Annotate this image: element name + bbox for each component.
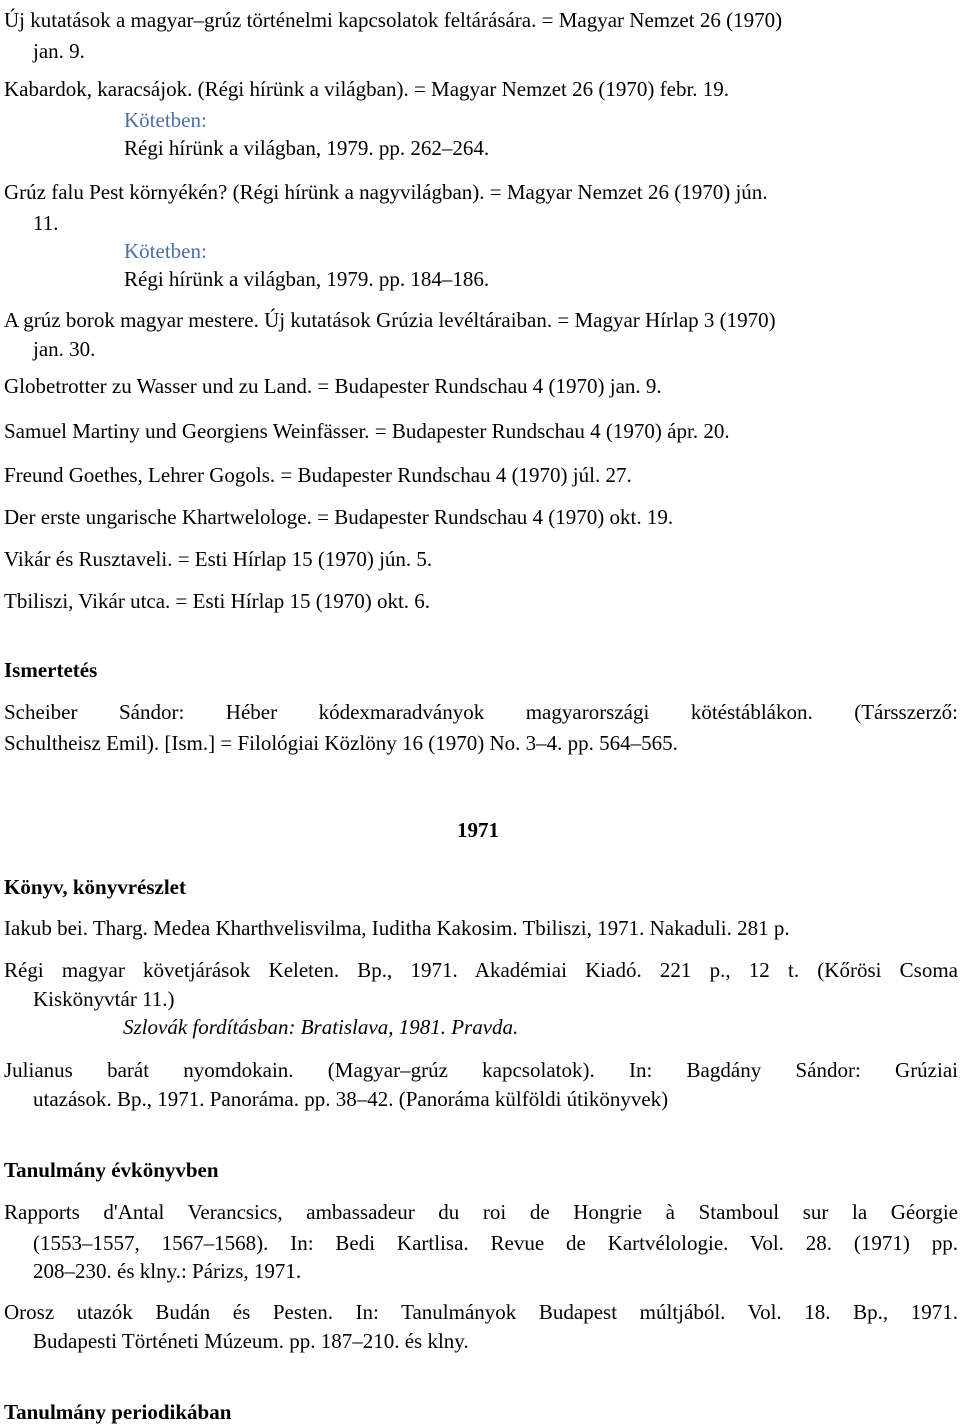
entry-line: Iakub bei. Tharg. Medea Kharthvelisvilma, Iuditha Kakosim. Tbiliszi, 1971. Nakaduli. 281 p. (4, 916, 790, 940)
section-heading: Tanulmány periodikában (4, 1400, 232, 1424)
section-heading: Ismertetés (4, 658, 98, 682)
entry-line: Der erste ungarische Khartwelologe. = Budapester Rundschau 4 (1970) okt. 19. (4, 505, 674, 529)
entry-line-justified (4, 1297, 958, 1328)
entry-line: Új kutatások a magyar–grúz történelmi kapcsolatok feltárására. = Magyar Nemzet 26 (1970) (4, 8, 783, 32)
entry-text: (1553–1557, 1567–1568). In: Bedi Kartlisa. Revue de Kartvélologie. Vol. 28. (1971) pp. (33, 1231, 958, 1255)
entry-text: Orosz utazók Budán és Pesten. In: Tanulmányok Budapest múltjából. Vol. 18. Bp., 1971. (4, 1300, 958, 1324)
entry-continuation: 11. (33, 211, 59, 235)
kotetben-value: Régi hírünk a világban, 1979. pp. 262–264. (124, 136, 490, 160)
entry-line: Freund Goethes, Lehrer Gogols. = Budapester Rundschau 4 (1970) júl. 27. (4, 463, 632, 487)
entry-text: Régi magyar követjárások Keleten. Bp., 1971. Akadémiai Kiadó. 221 p., 12 t. (Kőrösi Csoma (4, 958, 958, 982)
entry-continuation: 208–230. és klny.: Párizs, 1971. (33, 1259, 302, 1283)
entry-line-justified (4, 1197, 958, 1228)
entry-text: Julianus barát nyomdokain. (Magyar–grúz kapcsolatok). In: Bagdány Sándor: Grúziai (4, 1058, 958, 1082)
entry-line: Schultheisz Emil). [Ism.] = Filológiai Közlöny 16 (1970) No. 3–4. pp. 564–565. (4, 731, 678, 755)
kotetben-label: Kötetben: (124, 239, 207, 263)
entry-continuation: Kiskönyvtár 11.) (33, 987, 175, 1011)
entry-line: Vikár és Rusztaveli. = Esti Hírlap 15 (1970) jún. 5. (4, 547, 433, 571)
entry-line-justified (4, 1055, 958, 1086)
kotetben-label: Kötetben: (124, 108, 207, 132)
entry-line-justified (4, 955, 958, 986)
entry-line-justified (33, 1228, 958, 1259)
entry-line: Tbiliszi, Vikár utca. = Esti Hírlap 15 (1970) okt. 6. (4, 589, 431, 613)
entry-continuation: jan. 9. (33, 39, 85, 63)
entry-continuation: utazások. Bp., 1971. Panoráma. pp. 38–42. (Panoráma külföldi útikönyvek) (33, 1087, 669, 1111)
entry-continuation: Budapesti Történeti Múzeum. pp. 187–210. és klny. (33, 1329, 469, 1353)
translation-note: Szlovák fordításban: Bratislava, 1981. Pravda. (123, 1015, 519, 1039)
entry-line: A grúz borok magyar mestere. Új kutatások Grúzia levéltáraiban. = Magyar Hírlap 3 (1970) (4, 308, 776, 332)
entry-line-justified (4, 697, 958, 728)
entry-line: Kabardok, karacsájok. (Régi hírünk a világban). = Magyar Nemzet 26 (1970) febr. 19. (4, 77, 730, 101)
section-heading: Könyv, könyvrészlet (4, 875, 186, 899)
year-heading: 1971 (457, 818, 499, 842)
section-heading: Tanulmány évkönyvben (4, 1158, 219, 1182)
entry-line: Samuel Martiny und Georgiens Weinfässer. = Budapester Rundschau 4 (1970) ápr. 20. (4, 419, 730, 443)
kotetben-value: Régi hírünk a világban, 1979. pp. 184–186. (124, 267, 490, 291)
entry-line: Grúz falu Pest környékén? (Régi hírünk a nagyvilágban). = Magyar Nemzet 26 (1970) jún. (4, 180, 768, 204)
entry-continuation: jan. 30. (33, 337, 96, 361)
entry-text: Rapports d'Antal Verancsics, ambassadeur du roi de Hongrie à Stamboul sur la Géorgie (4, 1200, 958, 1224)
entry-line: Globetrotter zu Wasser und zu Land. = Budapester Rundschau 4 (1970) jan. 9. (4, 374, 662, 398)
entry-text: Scheiber Sándor: Héber kódexmaradványok magyarországi kötéstáblákon. (Társszerző: (4, 700, 958, 724)
